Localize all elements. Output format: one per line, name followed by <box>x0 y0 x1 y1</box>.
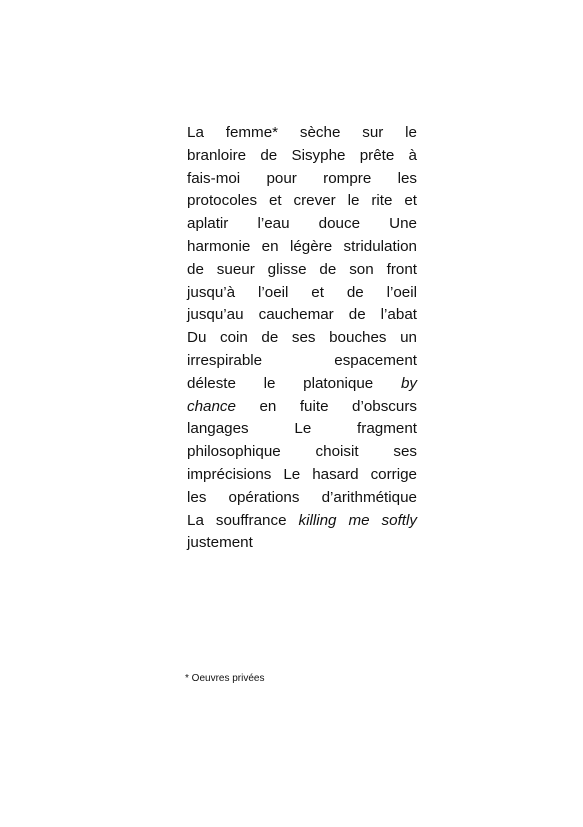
poem-text-segment: Du coin de ses bouches un <box>187 329 417 347</box>
poem-line <box>187 464 417 487</box>
poem-text-segment: jusqu’à l’oeil et de l’oeil <box>187 283 417 301</box>
poem-text-segment: branloire de Sisyphe prête à <box>187 146 417 164</box>
poem-text-segment: les opérations d’arithmétique <box>187 488 417 506</box>
poem-italic-segment: by <box>400 374 417 392</box>
poem-line <box>187 259 417 282</box>
poem-text-segment: justement <box>187 534 253 552</box>
poem-line <box>187 487 417 510</box>
poem-body <box>187 122 417 555</box>
poem-text-segment: harmonie en légère stridulation <box>187 237 417 255</box>
poem-text-segment: La souffrance <box>187 511 299 529</box>
poem-line <box>187 190 417 213</box>
poem-line <box>187 168 417 191</box>
poem-text-segment: fais-moi pour rompre les <box>187 169 417 187</box>
poem-text-segment: jusqu’au cauchemar de l’abat <box>187 306 417 324</box>
poem-text-segment: déleste le platonique <box>187 374 401 392</box>
poem-text-segment: protocoles et crever le rite et <box>187 192 417 210</box>
poem-line <box>187 418 417 441</box>
poem-line <box>187 532 417 555</box>
poem-text-segment: aplatir l’eau douce Une <box>187 215 417 233</box>
poem-line <box>187 396 417 419</box>
poem-text-segment: irrespirable espacement <box>187 351 417 369</box>
poem-line <box>187 213 417 236</box>
poem-line <box>187 282 417 305</box>
poem-text-segment: en fuite d’obscurs <box>235 397 417 415</box>
poem-line <box>187 236 417 259</box>
poem-line <box>187 122 417 145</box>
poem-line <box>187 145 417 168</box>
poem-text-segment: philosophique choisit ses <box>187 443 417 461</box>
poem-line <box>187 327 417 350</box>
poem-italic-segment: killing me softly <box>298 511 417 529</box>
poem-line <box>187 510 417 533</box>
footnote: * Oeuvres privées <box>185 673 265 684</box>
poem-line <box>187 304 417 327</box>
poem-line <box>187 373 417 396</box>
poem-text-segment: La femme* sèche sur le <box>187 124 417 141</box>
poem-line <box>187 441 417 464</box>
poem-text-segment: imprécisions Le hasard corrige <box>187 465 417 483</box>
poem-italic-segment: chance <box>187 397 236 415</box>
poem-text-segment: langages Le fragment <box>187 420 417 438</box>
poem-line <box>187 350 417 373</box>
poem-text-segment: de sueur glisse de son front <box>187 260 417 278</box>
